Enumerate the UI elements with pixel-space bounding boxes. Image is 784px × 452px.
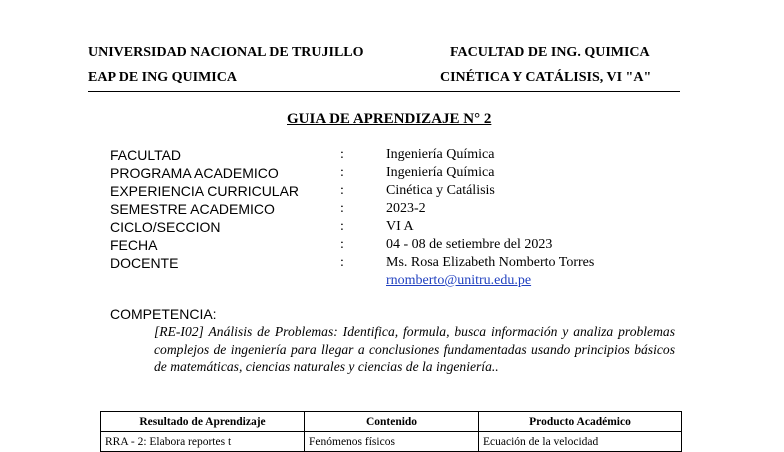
table-cell: Fenómenos físicos <box>305 432 479 452</box>
info-value-facultad: Ingeniería Química <box>386 147 495 162</box>
info-label-experiencia: EXPERIENCIA CURRICULAR <box>110 183 300 199</box>
info-colon: : <box>340 255 344 270</box>
university-name: UNIVERSIDAD NACIONAL DE TRUJILLO <box>88 45 364 60</box>
info-label-docente: DOCENTE <box>110 255 179 271</box>
competencia-text: [RE-I02] Análisis de Problemas: Identifica, formula, busca información y analiza problemas complejos de ingeniería para llegar a conclusiones fundamentadas usando principios básicos de matemáticas, ciencias naturales y ciencias de la ingeniería.. <box>154 324 675 374</box>
info-value-docente: Ms. Rosa Elizabeth Nomberto Torres <box>386 255 595 270</box>
header-divider <box>88 91 680 92</box>
info-label-programa: PROGRAMA ACADEMICO <box>110 165 279 181</box>
info-label-ciclo: CICLO/SECCION <box>110 219 221 235</box>
competencia-title: COMPETENCIA: <box>110 306 217 322</box>
info-colon: : <box>340 165 344 180</box>
info-colon: : <box>340 219 344 234</box>
info-label-semestre: SEMESTRE ACADEMICO <box>110 201 275 217</box>
info-value-programa: Ingeniería Química <box>386 165 495 180</box>
table-header: Producto Académico <box>479 412 682 432</box>
info-value-fecha: 04 - 08 de setiembre del 2023 <box>386 237 553 252</box>
info-colon: : <box>340 147 344 162</box>
info-colon: : <box>340 183 344 198</box>
table-cell: RRA - 2: Elabora reportes t <box>101 432 305 452</box>
info-colon: : <box>340 237 344 252</box>
course-name: CINÉTICA Y CATÁLISIS, VI "A" <box>440 70 652 85</box>
table-row <box>101 432 682 452</box>
learning-table <box>100 411 682 452</box>
school-name: EAP DE ING QUIMICA <box>88 70 237 85</box>
info-label-facultad: FACULTAD <box>110 147 182 163</box>
table-header-row <box>101 412 682 432</box>
table-header: Contenido <box>305 412 479 432</box>
info-value-experiencia: Cinética y Catálisis <box>386 183 495 198</box>
info-value-semestre: 2023-2 <box>386 201 426 216</box>
email-link[interactable]: rnomberto@unitru.edu.pe <box>386 273 532 288</box>
info-label-fecha: FECHA <box>110 237 158 253</box>
document-title: GUIA DE APRENDIZAJE N° 2 <box>287 111 492 127</box>
table-header: Resultado de Aprendizaje <box>101 412 305 432</box>
table-cell: Ecuación de la velocidad <box>479 432 682 452</box>
info-colon: : <box>340 201 344 216</box>
faculty-name: FACULTAD DE ING. QUIMICA <box>450 45 650 60</box>
info-value-ciclo: VI A <box>386 219 414 234</box>
